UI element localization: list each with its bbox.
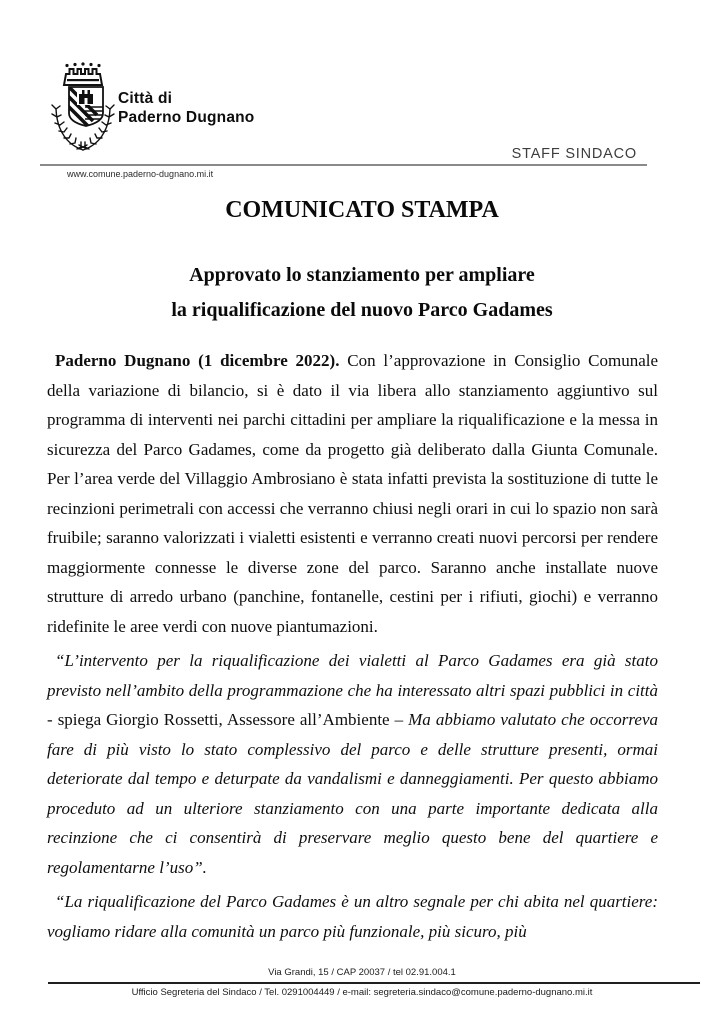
document-subtitle — [0, 258, 724, 328]
header-rule — [40, 164, 647, 166]
body-paragraph — [47, 346, 658, 641]
footer-rule — [48, 982, 700, 984]
website-url: www.comune.paderno-dugnano.mi.it — [67, 169, 214, 179]
paragraph-segment: “La riqualificazione del Parco Gadames è un altro segnale per chi abita nel quartiere: vogliamo ridare alla comunità un parco più funzionale, più sicuro, più — [47, 892, 658, 941]
paragraph-segment: “L’intervento per la riqualificazione dei vialetti al Parco Gadames era già stato previsto nell’ambito della programmazione che ha interessato altri spazi pubblici in città — [47, 651, 658, 700]
paragraph-segment: Paderno Dugnano (1 dicembre 2022). — [55, 351, 340, 370]
paragraph-segment: Con l’approvazione in Consiglio Comunale della variazione di bilancio, si è dato il via libera allo stanziamento aggiuntivo sul programma di interventi nei parchi cittadini per ampliare la riqualificazione e la messa in sicurezza del Parco Gadames, come da progetto già deliberato dalla Giunta Comunale. Per l’area verde del Villaggio Ambrosiano è stata infatti prevista la sostituzione di tutte le recinzioni perimetrali con accessi che verranno chiusi negli orari in cui lo spazio non sarà fruibile; saranno valorizzati i vialetti esistenti e verranno creati nuovi percorsi per rendere maggiormente connesse le diverse zone del parco. Saranno anche installate nuove strutture di arredo urbano (panchine, fontanelle, cestini per i rifiuti, giochi) e verranno ridefinite le aree verdi con nuove piantumazioni. — [47, 351, 659, 636]
city-logo-text — [118, 89, 254, 127]
body-paragraph — [47, 887, 658, 946]
coat-of-arms-icon — [48, 61, 118, 153]
body-paragraph — [47, 646, 658, 882]
paragraph-segment: Ma abbiamo valutato che occorreva fare di più visto lo stato complessivo del parco e delle strutture presenti, ormai deteriorate dal tempo e deturpate da vandalismi e danneggiamenti. Per questo abbiamo proceduto ad un ulteriore stanziamento con una parte importante dedicata alla recinzione che ci consentirà di preservare meglio questo bene del quartiere e regolamentarne l’uso”. — [47, 710, 658, 877]
staff-sindaco-label: STAFF SINDACO — [511, 146, 637, 162]
subtitle-line2: la riqualificazione del nuovo Parco Gadames — [171, 299, 553, 321]
paragraph-segment: - spiega Giorgio Rossetti, Assessore all’Ambiente – — [47, 710, 409, 729]
city-logo-line1: Città di — [118, 90, 173, 107]
document-body — [47, 346, 658, 951]
footer-office-contact: Ufficio Segreteria del Sindaco / Tel. 0291004449 / e-mail: segreteria.sindaco@comune.paderno-dugnano.mi.it — [131, 987, 593, 998]
footer-address: Via Grandi, 15 / CAP 20037 / tel 02.91.004.1 — [268, 967, 456, 978]
subtitle-line1: Approvato lo stanziamento per ampliare — [189, 264, 535, 286]
city-logo-line2: Paderno Dugnano — [118, 109, 255, 126]
document-title: COMUNICATO STAMPA — [225, 197, 499, 223]
